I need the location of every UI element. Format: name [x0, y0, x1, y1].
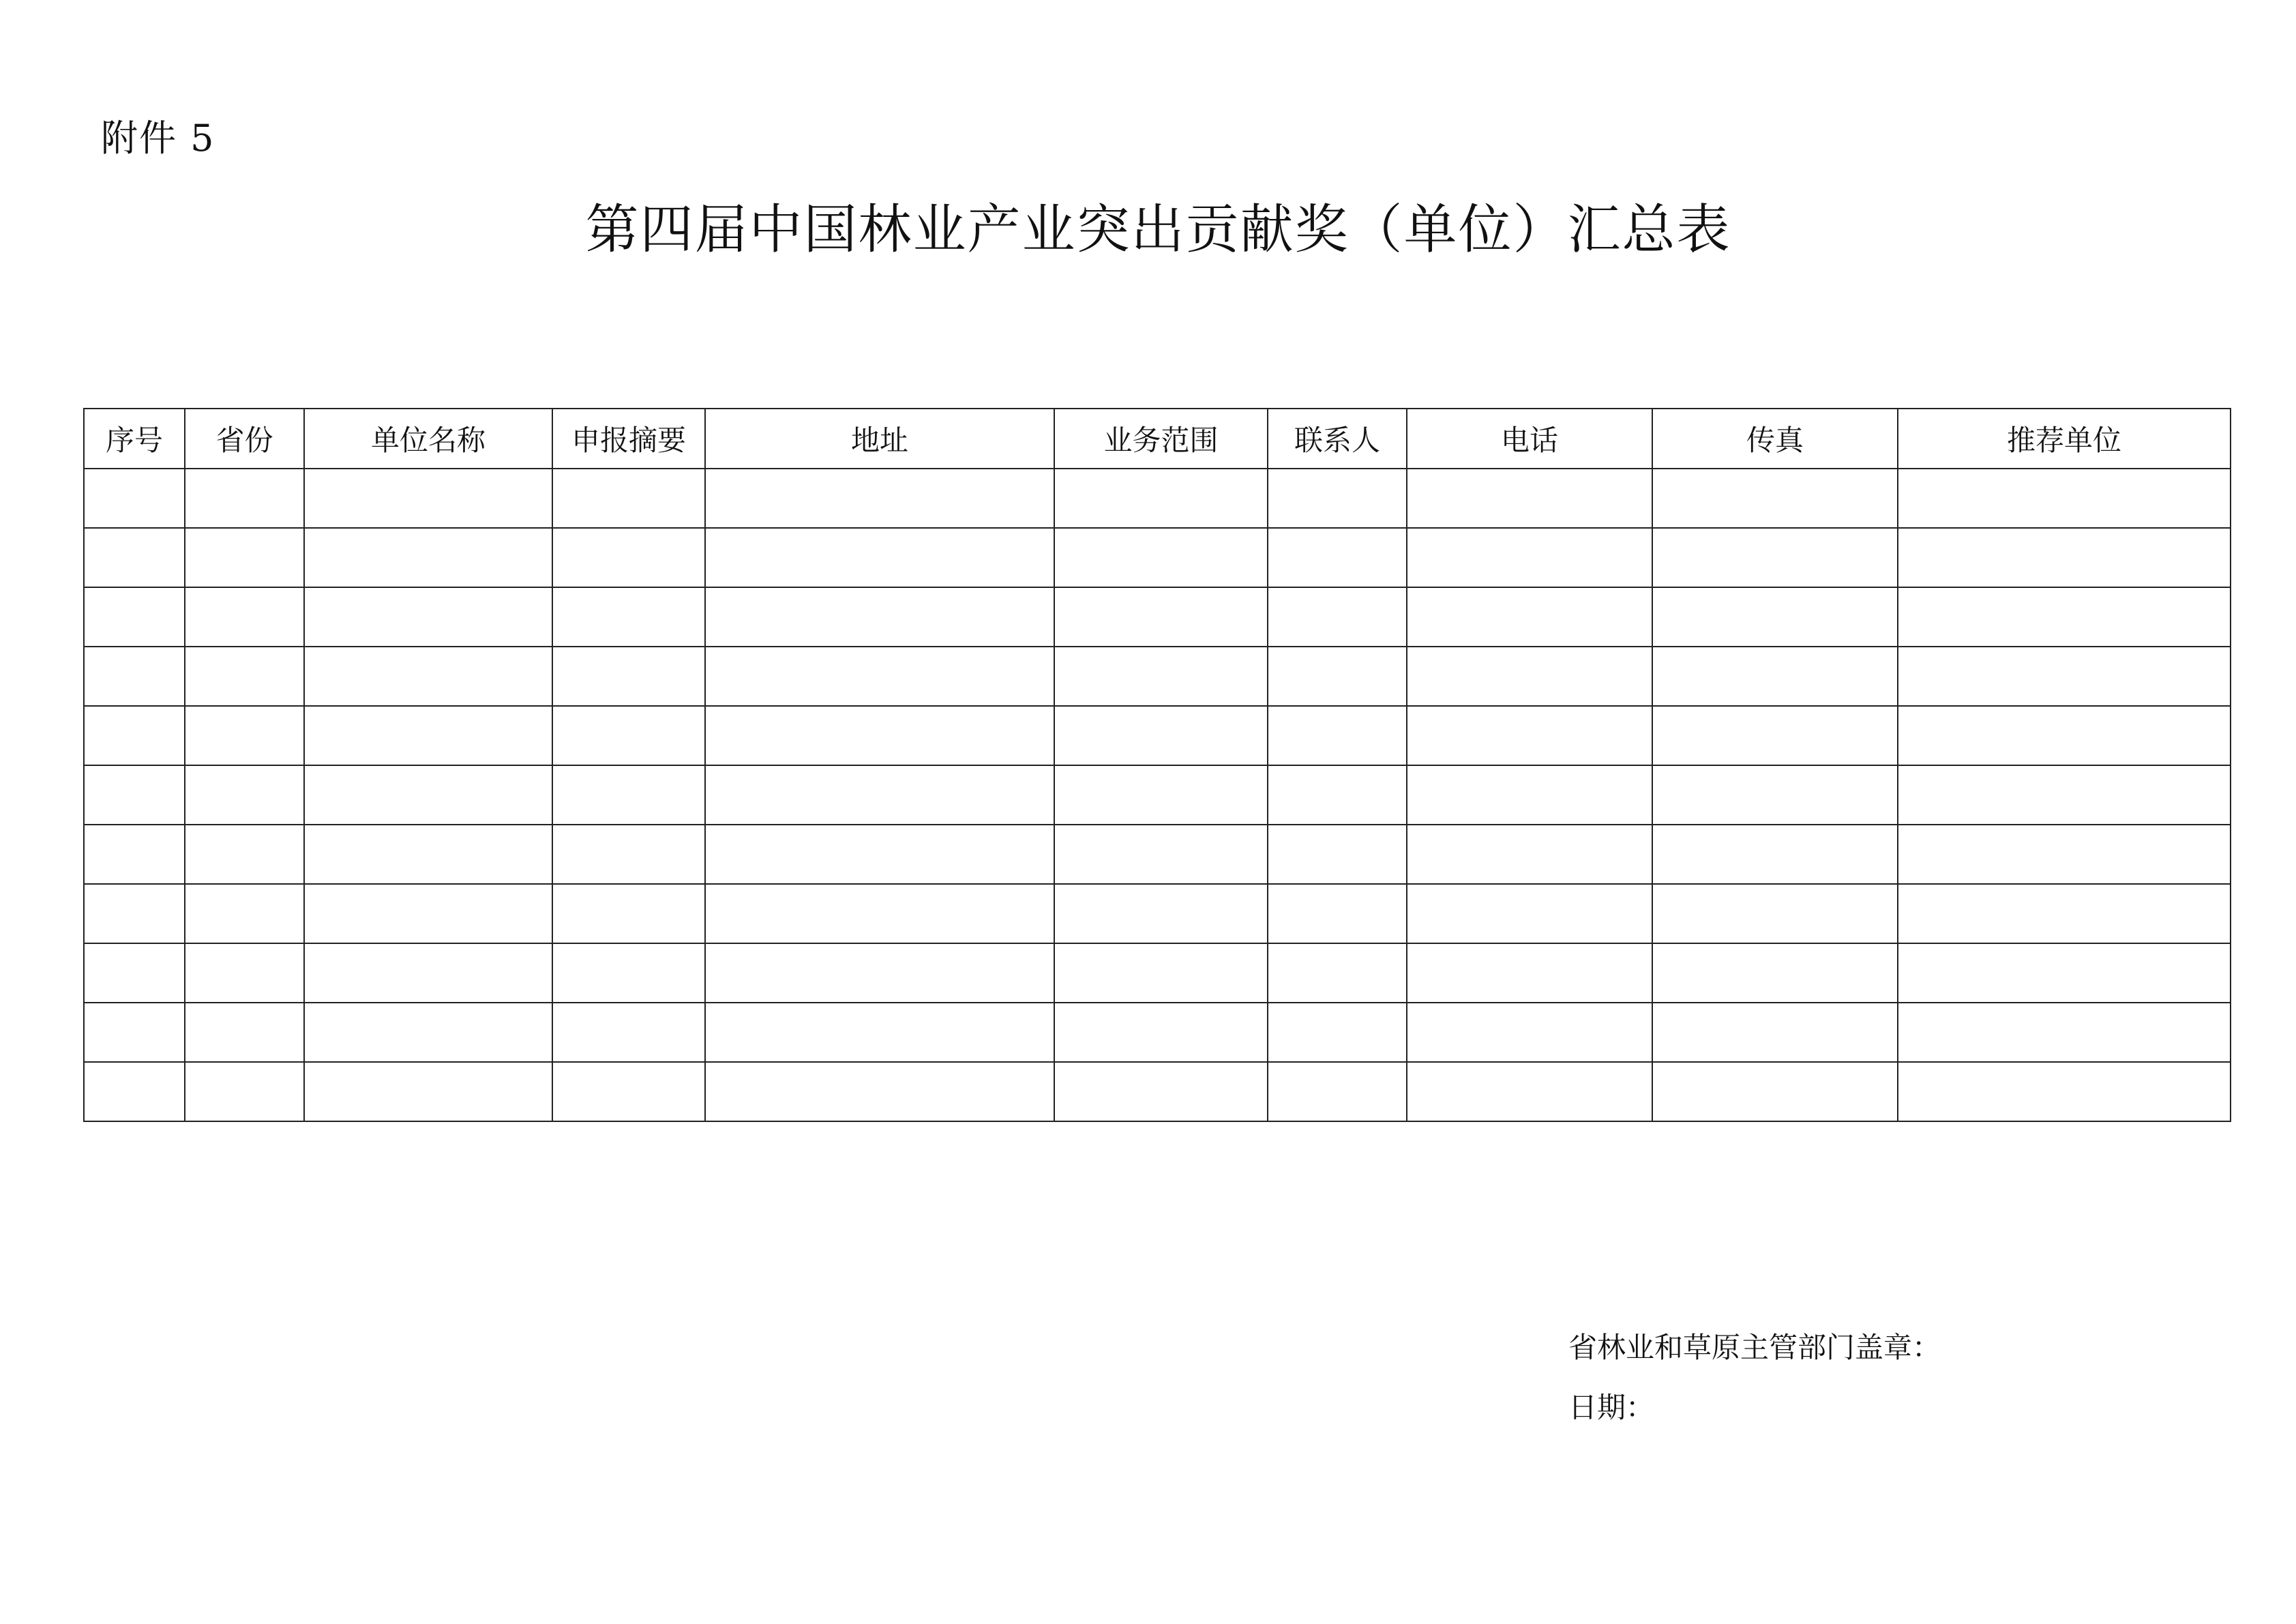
table-cell[interactable] — [1652, 469, 1898, 528]
table-cell[interactable] — [705, 1062, 1054, 1121]
table-cell[interactable] — [84, 1003, 185, 1062]
table-cell[interactable] — [1407, 706, 1652, 765]
table-cell[interactable] — [1898, 1062, 2231, 1121]
table-cell[interactable] — [1652, 1062, 1898, 1121]
table-cell[interactable] — [185, 528, 304, 587]
table-cell[interactable] — [1268, 587, 1407, 647]
table-cell[interactable] — [84, 943, 185, 1003]
table-cell[interactable] — [705, 706, 1054, 765]
seal-label: 省林业和草原主管部门盖章： — [1568, 1331, 1941, 1364]
column-header: 推荐单位 — [1898, 409, 2231, 469]
table-cell[interactable] — [304, 825, 552, 884]
table-cell[interactable] — [185, 647, 304, 706]
table-cell[interactable] — [1898, 765, 2231, 825]
table-cell[interactable] — [705, 469, 1054, 528]
table-cell[interactable] — [1407, 469, 1652, 528]
column-header: 电话 — [1407, 409, 1652, 469]
table-cell[interactable] — [1407, 1062, 1652, 1121]
table-row — [84, 587, 2231, 647]
table-cell[interactable] — [185, 943, 304, 1003]
table-cell[interactable] — [304, 943, 552, 1003]
table-row — [84, 825, 2231, 884]
column-header: 序号 — [84, 409, 185, 469]
table-cell[interactable] — [1407, 943, 1652, 1003]
attachment-label — [101, 115, 215, 162]
table-cell[interactable] — [304, 884, 552, 943]
table-row — [84, 1003, 2231, 1062]
date-label: 日期： — [1568, 1391, 1655, 1424]
table-cell[interactable] — [552, 528, 705, 587]
table-cell[interactable] — [304, 706, 552, 765]
column-header: 业务范围 — [1054, 409, 1268, 469]
table-body — [84, 469, 2231, 1121]
table-cell[interactable] — [1054, 1062, 1268, 1121]
table-row — [84, 943, 2231, 1003]
column-header: 单位名称 — [304, 409, 552, 469]
table-cell[interactable] — [705, 528, 1054, 587]
table-cell[interactable] — [552, 587, 705, 647]
table-cell[interactable] — [1054, 706, 1268, 765]
table-cell[interactable] — [1652, 825, 1898, 884]
table-cell[interactable] — [705, 765, 1054, 825]
table-cell[interactable] — [705, 884, 1054, 943]
table-cell[interactable] — [1407, 528, 1652, 587]
table-cell[interactable] — [1898, 587, 2231, 647]
table-cell[interactable] — [304, 1003, 552, 1062]
table-cell[interactable] — [1652, 1003, 1898, 1062]
table-row — [84, 706, 2231, 765]
table-cell[interactable] — [1652, 587, 1898, 647]
table-cell[interactable] — [1652, 884, 1898, 943]
table-cell[interactable] — [1268, 765, 1407, 825]
table-cell[interactable] — [1898, 647, 2231, 706]
table-cell[interactable] — [1268, 469, 1407, 528]
table-cell[interactable] — [1268, 528, 1407, 587]
attachment-text: 附件 — [101, 117, 177, 160]
table-cell[interactable] — [705, 943, 1054, 1003]
table-cell[interactable] — [84, 587, 185, 647]
column-header: 地址 — [705, 409, 1054, 469]
table-row — [84, 469, 2231, 528]
table-cell[interactable] — [84, 469, 185, 528]
table-cell[interactable] — [705, 647, 1054, 706]
document-title: 第四届中国林业产业突出贡献奖（单位）汇总表 — [585, 199, 1731, 261]
table-cell[interactable] — [1652, 528, 1898, 587]
table-cell[interactable] — [552, 884, 705, 943]
table-cell[interactable] — [1407, 587, 1652, 647]
table-cell[interactable] — [304, 1062, 552, 1121]
column-header: 省份 — [185, 409, 304, 469]
table-cell[interactable] — [1652, 765, 1898, 825]
table-cell[interactable] — [1407, 825, 1652, 884]
table-cell[interactable] — [1268, 825, 1407, 884]
table-cell[interactable] — [84, 884, 185, 943]
table-cell[interactable] — [1268, 1003, 1407, 1062]
table-cell[interactable] — [1898, 825, 2231, 884]
table-cell[interactable] — [1054, 528, 1268, 587]
table-cell[interactable] — [304, 528, 552, 587]
table-cell[interactable] — [552, 647, 705, 706]
column-header: 申报摘要 — [552, 409, 705, 469]
table-cell[interactable] — [1652, 706, 1898, 765]
table-cell[interactable] — [1268, 884, 1407, 943]
table-cell[interactable] — [552, 1003, 705, 1062]
table-cell[interactable] — [1054, 765, 1268, 825]
table-cell[interactable] — [304, 587, 552, 647]
table-cell[interactable] — [705, 825, 1054, 884]
table-cell[interactable] — [1407, 647, 1652, 706]
table-cell[interactable] — [1054, 647, 1268, 706]
table-cell[interactable] — [1407, 765, 1652, 825]
table-cell[interactable] — [1652, 943, 1898, 1003]
table-cell[interactable] — [705, 1003, 1054, 1062]
table-cell[interactable] — [1898, 706, 2231, 765]
table-cell[interactable] — [1407, 884, 1652, 943]
table-cell[interactable] — [185, 706, 304, 765]
table-row — [84, 884, 2231, 943]
column-header: 联系人 — [1268, 409, 1407, 469]
table-cell[interactable] — [304, 469, 552, 528]
attachment-number: 5 — [190, 117, 215, 160]
table-cell[interactable] — [1054, 587, 1268, 647]
table-cell[interactable] — [84, 765, 185, 825]
table-row — [84, 765, 2231, 825]
table-cell[interactable] — [185, 884, 304, 943]
table-cell[interactable] — [552, 1062, 705, 1121]
table-cell[interactable] — [1898, 1003, 2231, 1062]
table-cell[interactable] — [1268, 706, 1407, 765]
table-cell[interactable] — [84, 528, 185, 587]
table-cell[interactable] — [185, 469, 304, 528]
table-cell[interactable] — [1054, 884, 1268, 943]
table-cell[interactable] — [1898, 528, 2231, 587]
table-cell[interactable] — [1054, 469, 1268, 528]
table-cell[interactable] — [1268, 647, 1407, 706]
table-cell[interactable] — [552, 825, 705, 884]
table-cell[interactable] — [705, 587, 1054, 647]
table-cell[interactable] — [185, 587, 304, 647]
table-cell[interactable] — [1054, 825, 1268, 884]
table-cell[interactable] — [84, 706, 185, 765]
table-cell[interactable] — [1652, 647, 1898, 706]
table-cell[interactable] — [1268, 943, 1407, 1003]
table-cell[interactable] — [84, 647, 185, 706]
table-cell[interactable] — [1898, 469, 2231, 528]
table-cell[interactable] — [552, 706, 705, 765]
table-cell[interactable] — [1054, 943, 1268, 1003]
summary-table — [83, 408, 2231, 1122]
table-cell[interactable] — [1268, 1062, 1407, 1121]
table-cell[interactable] — [304, 765, 552, 825]
table-cell[interactable] — [552, 943, 705, 1003]
table-cell[interactable] — [1898, 884, 2231, 943]
table-cell[interactable] — [185, 1062, 304, 1121]
table-cell[interactable] — [185, 1003, 304, 1062]
table-cell[interactable] — [552, 765, 705, 825]
table-cell[interactable] — [1054, 1003, 1268, 1062]
table-row — [84, 528, 2231, 587]
table-header-row — [84, 409, 2231, 469]
table-cell[interactable] — [84, 825, 185, 884]
table-cell[interactable] — [84, 1062, 185, 1121]
table-cell[interactable] — [1898, 943, 2231, 1003]
table-row — [84, 1062, 2231, 1121]
table-cell[interactable] — [185, 765, 304, 825]
table-cell[interactable] — [304, 647, 552, 706]
table-row — [84, 647, 2231, 706]
table-cell[interactable] — [552, 469, 705, 528]
table-cell[interactable] — [185, 825, 304, 884]
column-header: 传真 — [1652, 409, 1898, 469]
table-cell[interactable] — [1407, 1003, 1652, 1062]
